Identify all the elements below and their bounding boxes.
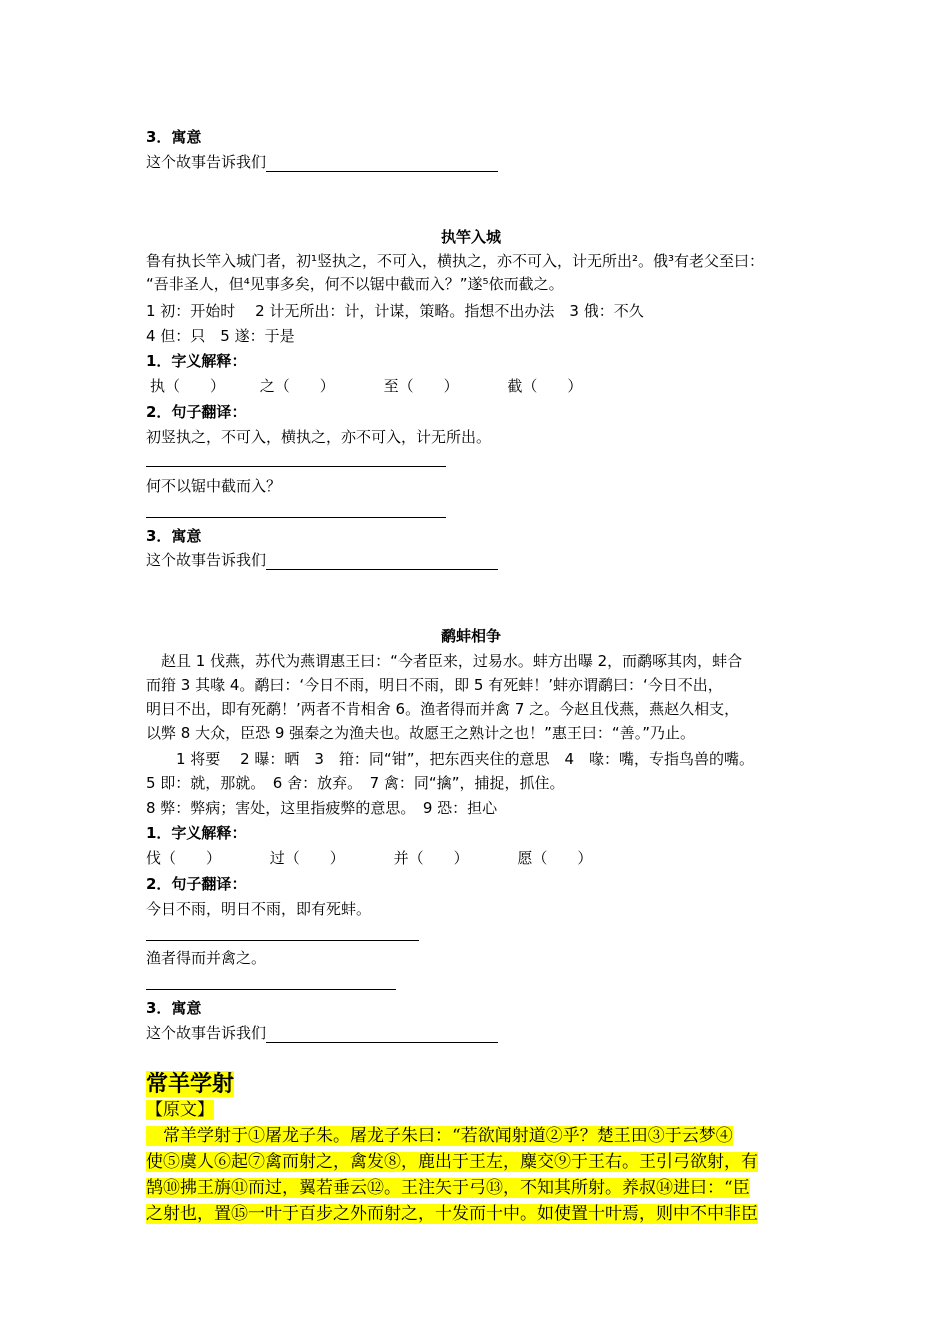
word-list (150, 376, 582, 396)
answer-blank[interactable] (266, 155, 498, 172)
notes-line: 4 但：只 5 遂：于是 (146, 327, 295, 345)
word-item: 之（ ） (259, 377, 335, 395)
sentence-to-translate: 渔者得而并禽之。 (146, 949, 267, 967)
word-item: 执（ ） (150, 377, 226, 395)
original-text-label-text: 【原文】 (146, 1100, 214, 1120)
answer-line[interactable] (146, 517, 446, 518)
notes-line: 1 初：开始时 2 计无所出：计，计谋，策略。指想不出办法 3 俄：不久 (146, 302, 644, 320)
moral-prompt: 这个故事告诉我们 (146, 551, 267, 569)
story-text-line: 赵且 1 伐燕，苏代为燕谓惠王曰：“今者臣来，过易水。蚌方出曝 2，而鹬啄其肉，蚌合 (146, 652, 743, 670)
original-text-label (146, 1097, 214, 1123)
highlighted-text-line (146, 1149, 758, 1175)
question-heading: 1．字义解释： (146, 352, 247, 370)
moral-heading: 3．寓意 (146, 999, 202, 1017)
word-item: 愿（ ） (517, 849, 593, 867)
story-text-line: 而箝 3 其喙 4。鹬曰：‘今日不雨，明日不雨，即 5 有死蚌！’蚌亦谓鹬曰：‘今日不出， (146, 676, 723, 694)
highlighted-text-line (146, 1201, 758, 1227)
notes-line: 1 将要 2 曝：晒 3 箝：同“钳”，把东西夹住的意思 4 喙：嘴，专指鸟兽的嘴。 (146, 750, 755, 768)
moral-prompt-line (146, 152, 498, 172)
question-heading: 2．句子翻译： (146, 403, 247, 421)
word-list (146, 848, 592, 868)
highlighted-text-line (146, 1175, 750, 1201)
highlighted-text: 使⑤虞人⑥起⑦禽而射之，禽发⑧，鹿出于王左，麋交⑨于王右。王引弓欲射，有 (146, 1152, 758, 1172)
question-heading: 1．字义解释： (146, 824, 247, 842)
word-item: 并（ ） (393, 849, 469, 867)
word-item: 伐（ ） (146, 849, 222, 867)
story-text-line: 以弊 8 大众，臣恐 9 强秦之为渔夫也。故愿王之熟计之也！”惠王曰：“善。”乃止。 (146, 724, 695, 742)
moral-heading: 3．寓意 (146, 128, 202, 146)
story-title: 执竿入城 (440, 228, 501, 246)
story-title: 常羊学射 (146, 1071, 235, 1097)
answer-line[interactable] (146, 989, 396, 990)
answer-blank[interactable] (266, 1026, 498, 1043)
highlighted-text: 之射也，置⑮一叶于百步之外而射之，十发而十中。如使置十叶焉，则中不中非臣 (146, 1204, 758, 1224)
story-text-line: “吾非圣人，但⁴见事多矣，何不以锯中截而入？”遂⁵依而截之。 (146, 275, 564, 293)
moral-prompt-line (146, 1023, 498, 1043)
highlighted-text: 鹄⑩拂王旃⑪而过，翼若垂云⑫。王注矢于弓⑬，不知其所射。养叔⑭进曰：“臣 (146, 1178, 750, 1198)
sentence-to-translate: 今日不雨，明日不雨，即有死蚌。 (146, 900, 372, 918)
notes-line: 5 即：就，那就。 6 舍：放弃。 7 禽：同“擒”，捕捉，抓住。 (146, 774, 565, 792)
highlighted-text: 常羊学射于①屠龙子朱。屠龙子朱曰：“若欲闻射道②乎？楚王田③于云梦④ (146, 1126, 733, 1146)
answer-line[interactable] (146, 466, 446, 467)
highlighted-text-line (146, 1123, 733, 1149)
word-item: 截（ ） (507, 377, 583, 395)
moral-prompt: 这个故事告诉我们 (146, 153, 267, 171)
sentence-to-translate: 何不以锯中截而入？ (146, 477, 282, 495)
sentence-to-translate: 初竖执之，不可入，横执之，亦不可入，计无所出。 (146, 428, 492, 446)
story-text-line: 鲁有执长竿入城门者，初¹竖执之，不可入，横执之，亦不可入，计无所出²。俄³有老父至曰： (146, 252, 765, 270)
answer-blank[interactable] (266, 553, 498, 570)
moral-prompt-line (146, 550, 498, 570)
story-text-line: 明日不出，即有死鹬！’两者不肯相舍 6。渔者得而并禽 7 之。今赵且伐燕，燕赵久相支， (146, 700, 740, 718)
question-heading: 2．句子翻译： (146, 875, 247, 893)
word-item: 至（ ） (383, 377, 459, 395)
word-item: 过（ ） (269, 849, 345, 867)
moral-heading: 3．寓意 (146, 527, 202, 545)
notes-line: 8 弊：弊病；害处，这里指疲弊的意思。 9 恐：担心 (146, 799, 498, 817)
story-title: 鹬蚌相争 (440, 627, 501, 645)
answer-line[interactable] (146, 940, 419, 941)
moral-prompt: 这个故事告诉我们 (146, 1024, 267, 1042)
